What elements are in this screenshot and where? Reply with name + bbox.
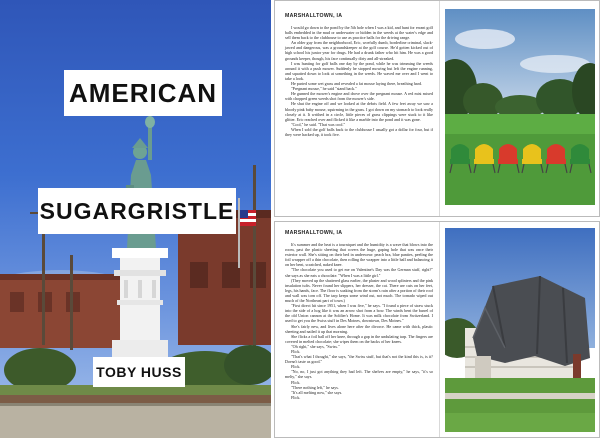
cover-title-line-2: SUGARGRISTLE xyxy=(38,188,236,234)
place-heading: MARSHALLTOWN, IA xyxy=(285,230,343,236)
paragraph: "Pregnant mouse," he said "stand back." xyxy=(291,86,357,92)
paragraph: He parted some wet grass and revealed a fat mouse laying there, breathing hard. xyxy=(291,81,423,87)
paragraph: He gunned the mower's engine and drove over the pregnant mouse. A red mist mixed with chopped green weeds shot from the mower's side. xyxy=(285,91,433,102)
paragraph: "The chocolate you used to get me on Valentine's Day was the German stuff, right?" she says as she eats a chocolate. "When I was a little girl." xyxy=(285,267,433,278)
paragraph: It's summer and the heat is a tourniquet and the humidity is a wave that blows into the room, past the plastic sheeting that covers the huge, gaping hole that was once their exterior wall. She's sitting on their bed in underwear: peach bra, blue panties, peeling the foil wrapper off a thin chocolate, then rolling the wrapper into a little ball and balancing it on her bent, scratched, naked knee. xyxy=(285,242,433,268)
paragraph: She flicks a foil ball off her knee, through a gap in the undulating tarp. The fingers are covered in melted chocolate; she wipes them on the backs of her knees. xyxy=(285,333,433,344)
paragraph: I would go down to the pond by the 5th hole when I was a kid, and hunt for errant golf balls embedded in the mud or underwater or hidden in the weeds at the water's edge and sell them back to the clubhouse to use as practice balls for the driving range. xyxy=(285,25,433,41)
paragraph: An older guy from the neighborhood, Eric, woefully dumb, borderline criminal, slack-jawed and dangerous, was a groundskeeper at the golf course. He'd gotten kicked out of high school his junior year for drugs. He had a drunk father who hit him. He was a good grounds keeper, though, his face continually dirty and all-streaked. xyxy=(285,40,433,61)
paragraph: "That's what I thought," she says, "the Swiss stuff, but that's not the kind this is, is it? Doesn't taste as good." xyxy=(285,354,433,365)
flag xyxy=(240,210,256,226)
spread-2-text-page xyxy=(285,230,433,400)
book-cover xyxy=(0,0,271,438)
spread-1-text-page xyxy=(285,13,433,137)
book-spread-golf xyxy=(274,0,600,217)
paragraph: He shut the engine off and we looked at the debris field. A few feet away we saw a bloody pink baby mouse, squirming in the grass. I got down on my stomach to look really closely at it. It writhed in a circle, little pieces of grass clippings were stuck to it like glitter. Eric reached over and flicked it like a marble into the pond and it was gone. xyxy=(285,101,433,122)
paragraph: Flick. xyxy=(291,364,301,370)
paragraph: When I sold the golf balls back to the clubhouse I usually got a dollar for four, but if they were hacked up, it took five. xyxy=(285,126,433,137)
page-gutter xyxy=(439,222,440,437)
book-spread-tornado xyxy=(274,221,600,438)
page-gutter xyxy=(439,1,440,216)
paragraph: "Cool," he said. "That was cool." xyxy=(291,121,346,127)
tarp-covered-house-photo xyxy=(445,228,595,432)
paragraph: Flick. xyxy=(291,379,301,385)
paragraph: She's fairly new, and lives alone here after the divorce. He came with thick, plastic sheeting and nailed it up that morning. xyxy=(285,323,433,334)
paragraph: "Oh right," she says, "Swiss." xyxy=(291,343,340,349)
cover-author: TOBY HUSS xyxy=(93,357,185,387)
paragraph: Flick. xyxy=(291,348,301,354)
golf-course-chairs-photo xyxy=(445,9,595,205)
paragraph: "It's all melting now," she says. xyxy=(291,389,343,395)
paragraph: Flick. xyxy=(291,394,301,400)
paragraph: "First direct hit since 1951, when I was five," he says. "I found a piece of straw stuck into the side of a hog like it was an arrow shot from a bow. The winds bent the barrel of the old Union cannon at the Soldier's Home. It was milk chocolate from Switzerland. I used to get you the Swiss stuff in Des Moines, downtown, Des Moines." xyxy=(285,303,433,324)
place-heading: MARSHALLTOWN, IA xyxy=(285,13,343,19)
paragraph: (They moved up the shattered glass earlier, the plaster and wood splinters and the pink insulation tufts. Never found her slippers, her dresser, the cat. There are cuts on her feet, legs, his hands, face. The floor is soaking from the storm's rain after a portion of their roof and wall was torn off. The tarp keeps some wind out, not much. The tornado wiped out much of the Northeast part of town.) xyxy=(285,277,433,304)
paragraph: "There nothing left," he says. xyxy=(291,384,339,390)
cover-title-line-1: AMERICAN xyxy=(64,70,222,116)
paragraph: I was hunting for golf balls one day by the pond, while he was trimming the weeds around it with a push mower. Suddenly he stopped mowing but left the engine running, and squatted down to look at something in the weeds. He waved me over and I went to take a look. xyxy=(285,60,433,81)
paragraph: "No, no, I just got anything they had left. The shelves are empty," he says, "it's so melty," she says. xyxy=(285,369,433,380)
